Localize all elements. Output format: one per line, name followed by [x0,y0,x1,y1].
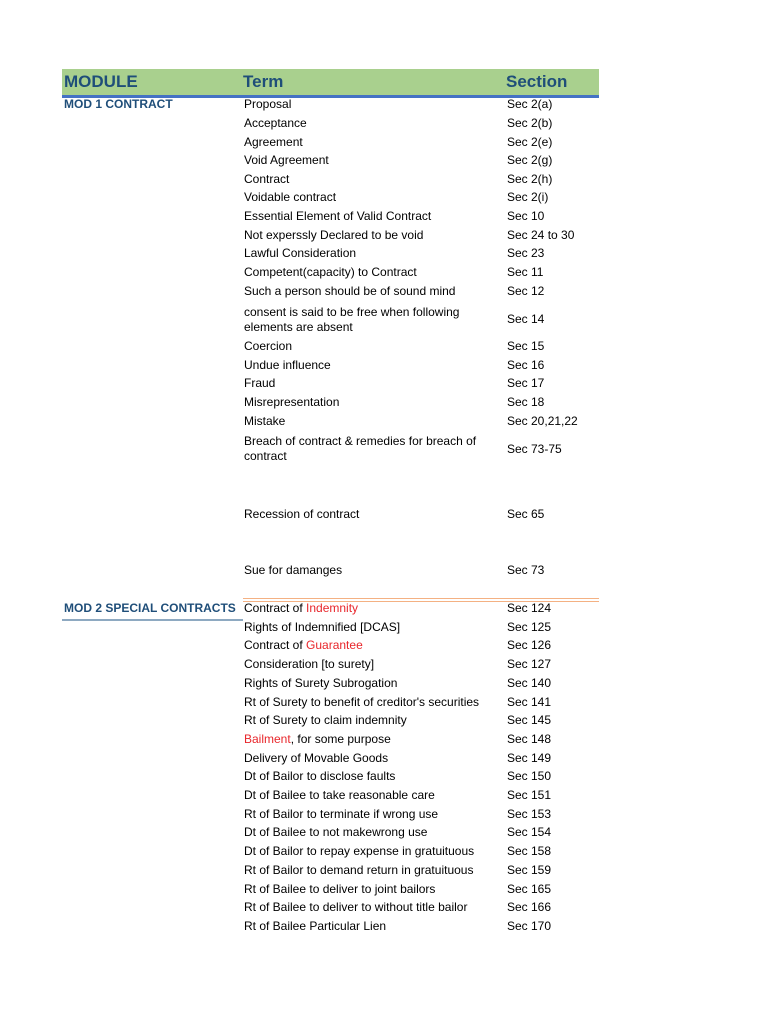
term-text: Rt of Bailee to deliver to without title bailor [244,900,468,914]
term-cell [244,676,499,691]
section-cell: Sec 18 [507,395,545,409]
term-highlight: Bailment [244,732,291,746]
module-label-mod1: MOD 1 CONTRACT [64,97,173,111]
section-cell: Sec 127 [507,657,552,671]
term-text: Contract of [244,601,307,615]
module-underline [62,619,243,621]
header-section: Section [506,72,568,91]
section-cell: Sec 159 [507,863,552,877]
section-cell: Sec 2(i) [507,190,549,204]
term-cell: Void Agreement [244,153,329,167]
term-cell: Misrepresentation [244,395,340,409]
term-text: Dt of Bailee to not makewrong use [244,825,428,839]
term-text: Dt of Bailee to take reasonable care [244,788,435,802]
term-cell: Proposal [244,97,292,111]
section-cell: Sec 2(h) [507,172,553,186]
term-cell [244,807,499,822]
term-highlight: Indemnity [306,601,359,615]
section-cell: Sec 16 [507,358,545,372]
term-cell: Coercion [244,339,293,353]
term-cell: Essential Element of Valid Contract [244,209,432,223]
term-cell: Undue influence [244,358,331,372]
section-cell: Sec 2(a) [507,97,553,111]
header-module: MODULE [64,72,138,91]
section-cell: Sec 11 [507,265,544,279]
term-text: Rt of Surety to claim indemnity [244,713,407,727]
term-cell: Fraud [244,376,276,390]
section-cell: Sec 165 [507,882,552,896]
section-cell: Sec 170 [507,919,552,933]
term-cell [244,825,499,840]
term-text: , for some purpose [290,732,391,746]
section-cell: Sec 23 [507,246,545,260]
table-header [62,69,599,98]
term-text: Rights of Surety Subrogation [244,676,398,690]
term-cell [244,788,499,803]
section-cell: Sec 125 [507,620,552,634]
term-cell [244,919,499,934]
term-cell: Agreement [244,135,303,149]
section-cell: Sec 65 [507,507,545,521]
term-text: Rights of Indemnified [DCAS] [244,620,401,634]
term-cell: Sue for damanges [244,563,343,577]
term-cell [244,657,499,672]
term-text: Rt of Surety to benefit of creditor's securities [244,695,480,709]
section-cell: Sec 166 [507,900,552,914]
term-cell [244,751,499,766]
section-cell: Sec 24 to 30 [507,228,575,242]
term-cell [244,863,499,878]
term-cell [244,601,499,616]
section-cell: Sec 14 [507,312,545,326]
section-cell: Sec 149 [507,751,552,765]
section-cell: Sec 148 [507,732,552,746]
term-cell [244,769,499,784]
term-text: Rt of Bailee to deliver to joint bailors [244,882,436,896]
term-cell [244,844,499,859]
term-text: Rt of Bailor to demand return in gratuituous [244,863,474,877]
term-cell [244,900,499,915]
section-cell: Sec 140 [507,676,552,690]
section-cell: Sec 158 [507,844,552,858]
term-text: Dt of Bailor to disclose faults [244,769,396,783]
term-cell: Voidable contract [244,190,337,204]
section-cell: Sec 20,21,22 [507,414,578,428]
term-cell: Breach of contract & remedies for breach of contract [244,434,477,463]
term-cell: Lawful Consideration [244,246,357,260]
section-cell: Sec 145 [507,713,552,727]
term-cell: Not experssly Declared to be void [244,228,424,242]
term-cell [244,882,499,897]
section-cell: Sec 151 [507,788,552,802]
section-cell: Sec 12 [507,284,545,298]
term-cell [244,638,499,653]
section-cell: Sec 141 [507,695,552,709]
section-cell: Sec 73-75 [507,442,562,456]
term-text: Consideration [to surety] [244,657,375,671]
term-cell [244,695,499,710]
section-cell: Sec 73 [507,563,545,577]
term-cell: Competent(capacity) to Contract [244,265,417,279]
section-cell: Sec 10 [507,209,545,223]
term-cell [244,713,499,728]
term-cell: Mistake [244,414,286,428]
term-cell [244,620,499,635]
section-cell: Sec 2(b) [507,116,553,130]
section-cell: Sec 15 [507,339,545,353]
term-cell: Recession of contract [244,507,360,521]
section-cell: Sec 2(g) [507,153,553,167]
section-cell: Sec 150 [507,769,552,783]
term-cell: Acceptance [244,116,307,130]
term-text: Delivery of Movable Goods [244,751,389,765]
term-cell [244,732,499,747]
term-cell: consent is said to be free when following elements are absent [244,305,460,334]
module-label-mod2: MOD 2 SPECIAL CONTRACTS [64,601,236,615]
term-highlight: Guarantee [306,638,363,652]
section-cell: Sec 153 [507,807,552,821]
term-text: Rt of Bailor to terminate if wrong use [244,807,439,821]
section-cell: Sec 2(e) [507,135,553,149]
term-cell: Contract [244,172,290,186]
section-cell: Sec 154 [507,825,552,839]
term-text: Rt of Bailee Particular Lien [244,919,387,933]
term-cell: Such a person should be of sound mind [244,284,456,298]
section-cell: Sec 17 [507,376,545,390]
section-cell: Sec 126 [507,638,552,652]
header-term: Term [243,72,284,91]
section-cell: Sec 124 [507,601,552,615]
term-text: Contract of [244,638,307,652]
term-text: Dt of Bailor to repay expense in gratuituous [244,844,475,858]
